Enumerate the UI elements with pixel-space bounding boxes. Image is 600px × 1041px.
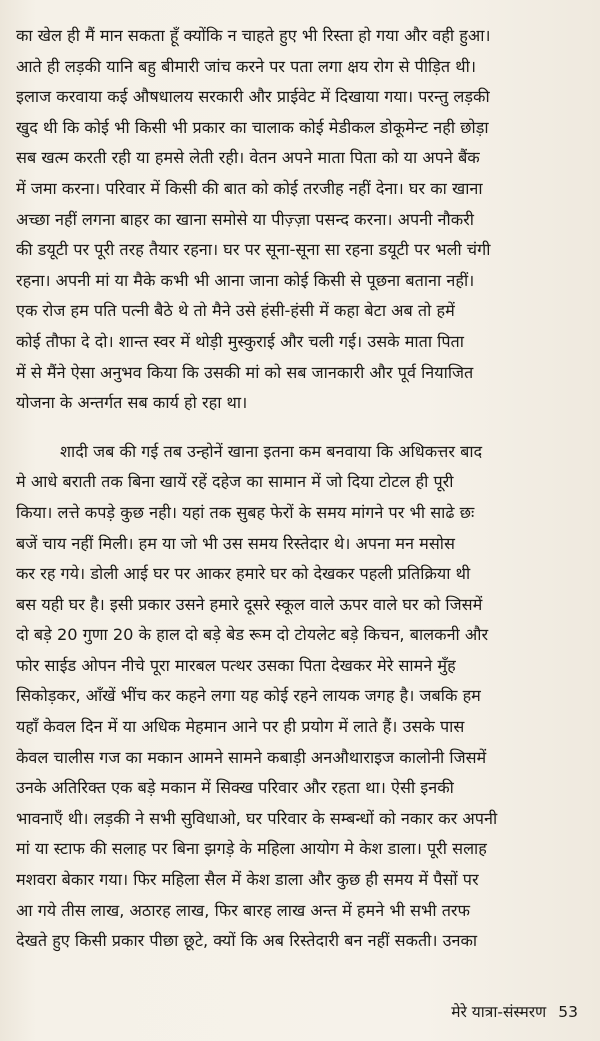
text-line: बस यही घर है। इसी प्रकार उसने हमारे दूसरे स्कूल वाले ऊपर वाले घर को जिसमें	[16, 594, 483, 614]
text-line: दो बड़े 20 गुणा 20 के हाल दो बड़े बेड रूम दो टोयलेट बड़े किचन, बालकनी और	[16, 625, 489, 645]
text-line: उनके अतिरिक्त एक बड़े मकान में सिक्ख परिवार और रहता था। ऐसी इनकी	[16, 778, 454, 798]
text-line: भावनाएँ थी। लड़की ने सभी सुविधाओ, घर परिवार के सम्बन्धों को नकार कर अपनी	[16, 808, 498, 828]
text-line: मां या स्टाफ की सलाह पर बिना झगड़े के महिला आयोग मे केश डाला। पूरी सलाह	[16, 839, 487, 859]
text-line: कर रह गये। डोली आई घर पर आकर हमारे घर को देखकर पहली प्रतिक्रिया थी	[16, 564, 471, 584]
text-line: मशवरा बेकार गया। फिर महिला सैल में केश डाला और कुछ ही समय में पैसों पर	[16, 870, 479, 890]
text-line: किया। लत्ते कपड़े कुछ नही। यहां तक सुबह फेरों के समय मांगने पर भी साढे छः	[16, 502, 475, 522]
text-line-indented: शादी जब की गई तब उन्होनें खाना इतना कम बनवाया कि अधिकत्तर बाद	[60, 441, 483, 461]
text-line: अच्छा नहीं लगना बाहर का खाना समोसे या पीज़्ज़ा पसन्द करना। अपनी नौकरी	[16, 209, 474, 229]
text-line: की डयूटी पर पूरी तरह तैयार रहना। घर पर सूना-सूना सा रहना डयूटी पर भली चंगी	[16, 240, 491, 260]
text-line: सिकोड़कर, आँखें भींच कर कहने लगा यह कोई रहने लायक जगह है। जबकि हम	[16, 686, 481, 706]
text-line: केवल चालीस गज का मकान आमने सामने कबाड़ी अनऔथाराइज कालोनी जिसमें	[16, 747, 487, 767]
paragraph-1	[16, 21, 582, 419]
paragraph-gap	[16, 419, 582, 437]
paragraph-2	[16, 437, 582, 957]
text-line: कोई तौफा दे दो। शान्त स्वर में थोड़ी मुस्कुराई और चली गई। उसके माता पिता	[16, 331, 464, 351]
text-line: में से मैंने ऐसा अनुभव किया कि उसकी मां को सब जानकारी और पूर्व नियाजित	[16, 362, 474, 382]
text-line: देखते हुए किसी प्रकार पीछा छूटे, क्यों कि अब रिस्तेदारी बन नहीं सकती। उनका	[16, 931, 478, 951]
text-line: यहाँ केवल दिन में या अधिक मेहमान आने पर ही प्रयोग में लाते हैं। उसके पास	[16, 717, 465, 737]
text-line: में जमा करना। परिवार में किसी की बात को कोई तरजीह नहीं देना। घर का खाना	[16, 178, 483, 198]
text-line: रहना। अपनी मां या मैके कभी भी आना जाना कोई किसी से पूछना बताना नहीं।	[16, 270, 475, 290]
text-line: आते ही लड़की यानि बहु बीमारी जांच करने पर पता लगा क्षय रोग से पीड़ित थी।	[16, 56, 476, 76]
page-footer	[451, 1001, 578, 1023]
text-line: मे आधे बराती तक बिना खायें रहें दहेज का सामान में जो दिया टोटल ही पूरी	[16, 472, 454, 492]
text-line: इलाज करवाया कई औषधालय सरकारी और प्राईवेट में दिखाया गया। परन्तु लड़की	[16, 87, 490, 107]
text-line: सब खत्म करती रही या हमसे लेती रही। वेतन अपने माता पिता को या अपने बैंक	[16, 148, 480, 168]
text-line: योजना के अन्तर्गत सब कार्य हो रहा था।	[16, 393, 248, 413]
text-line: आ गये तीस लाख, अठारह लाख, फिर बारह लाख अन्त में हमने भी सभी तरफ	[16, 900, 471, 920]
page-number: 53	[558, 1003, 578, 1021]
text-line: खुद थी कि कोई भी किसी भी प्रकार का चालाक कोई मेडीकल डोकूमेन्ट नही छोड़ा	[16, 117, 489, 137]
text-line: बजें चाय नहीं मिली। हम या जो भी उस समय रिस्तेदार थे। अपना मन मसोस	[16, 533, 455, 553]
text-line: फोर साईड ओपन नीचे पूरा मारबल पत्थर उसका पिता देखकर मेरे सामने मुँह	[16, 655, 456, 675]
text-line: एक रोज हम पति पत्नी बैठे थे तो मैने उसे हंसी-हंसी में कहा बेटा अब तो हमें	[16, 301, 455, 321]
text-line: का खेल ही मैं मान सकता हूँ क्योंकि न चाहते हुए भी रिस्ता हो गया और वही हुआ।	[16, 26, 491, 45]
book-title: मेरे यात्रा-संस्मरण	[451, 1003, 547, 1021]
